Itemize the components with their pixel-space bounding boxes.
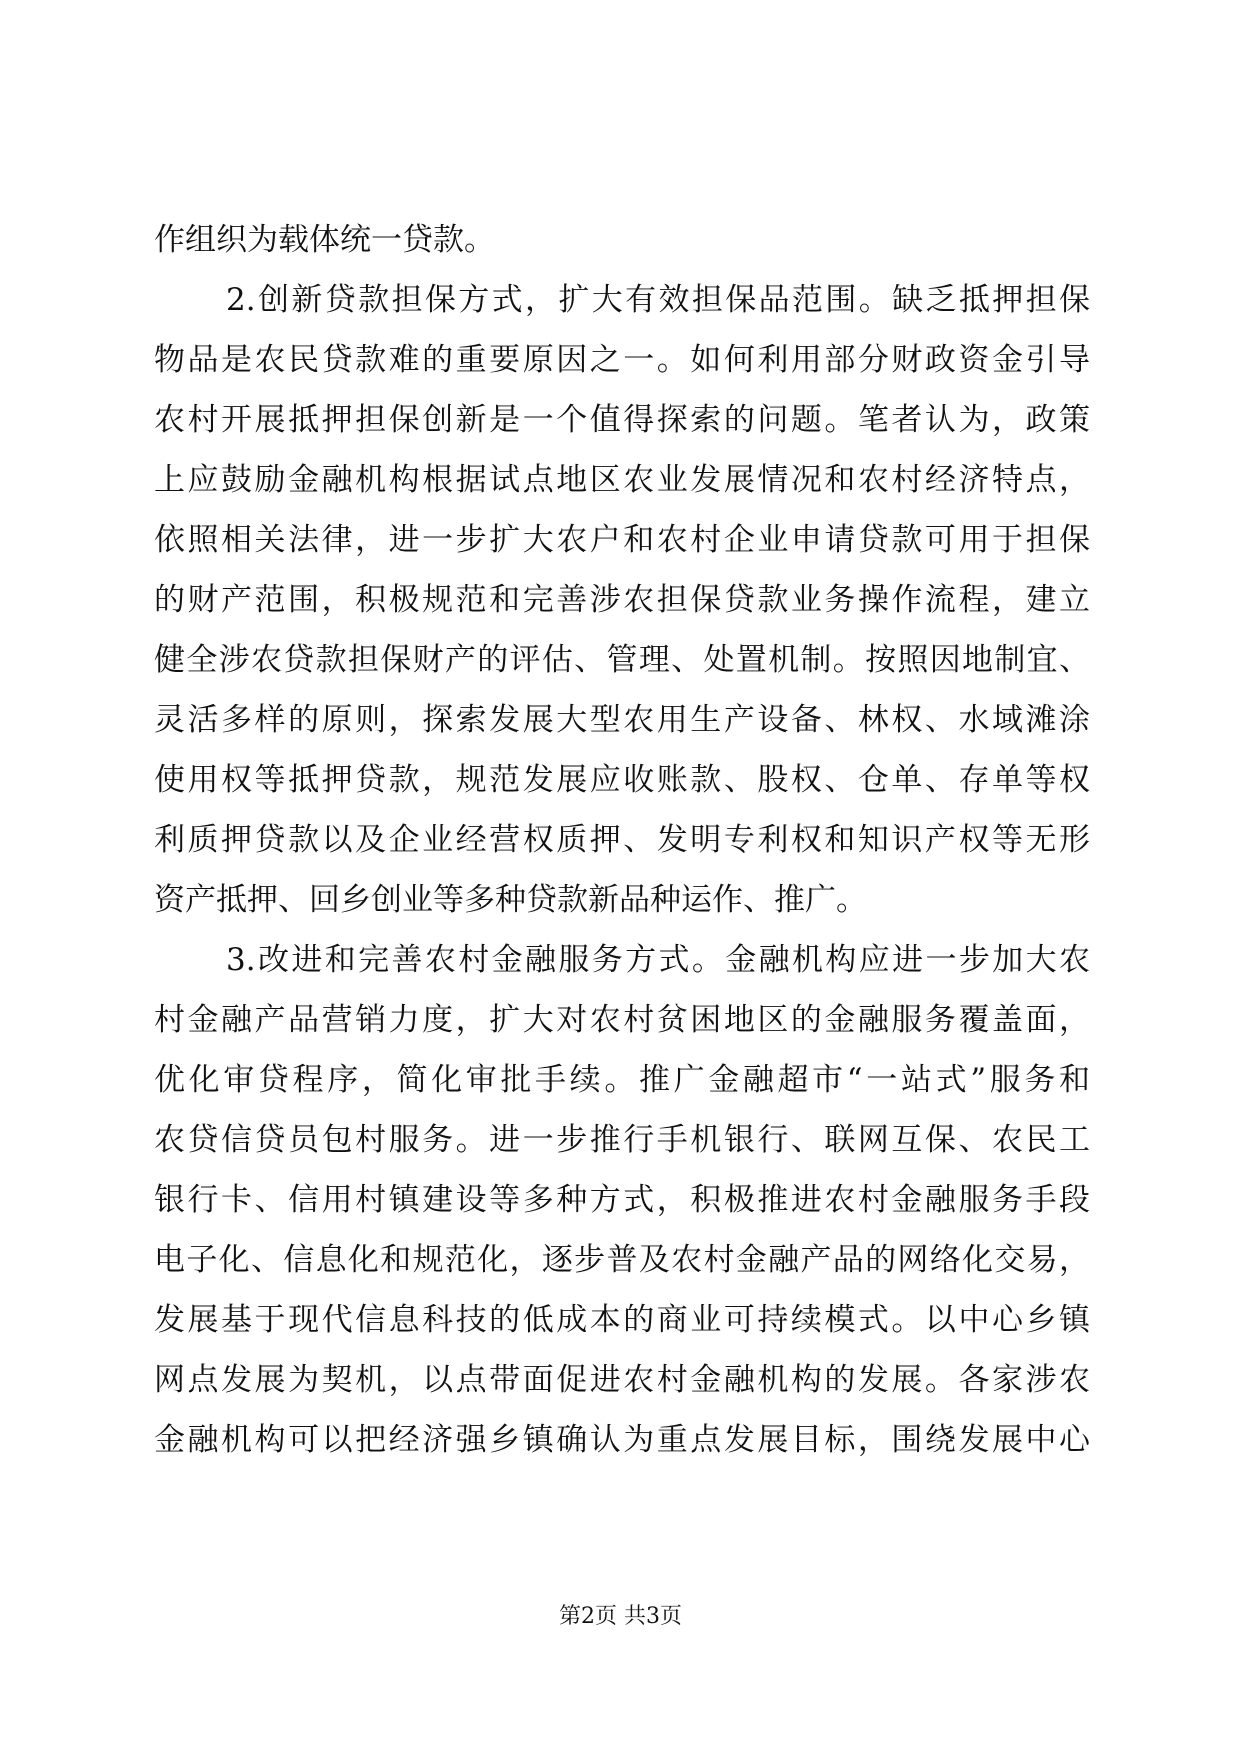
text-line: 灵活多样的原则，探索发展大型农用生产设备、林权、水域滩涂 bbox=[154, 702, 1090, 738]
text-line: 作组织为载体统一贷款。 bbox=[154, 222, 495, 258]
text-line: 上应鼓励金融机构根据试点地区农业发展情况和农村经济特点， bbox=[154, 462, 1090, 498]
text-line: 资产抵押、回乡创业等多种贷款新品种运作、推广。 bbox=[154, 882, 867, 918]
text-line: 3.改进和完善农村金融服务方式。金融机构应进一步加大农 bbox=[226, 942, 1090, 978]
text-line: 2.创新贷款担保方式，扩大有效担保品范围。缺乏抵押担保 bbox=[226, 282, 1090, 318]
text-line: 发展基于现代信息科技的低成本的商业可持续模式。以中心乡镇 bbox=[154, 1302, 1090, 1338]
text-line: 网点发展为契机，以点带面促进农村金融机构的发展。各家涉农 bbox=[154, 1362, 1090, 1398]
text-line: 电子化、信息化和规范化，逐步普及农村金融产品的网络化交易， bbox=[154, 1242, 1090, 1278]
text-line: 农村开展抵押担保创新是一个值得探索的问题。笔者认为，政策 bbox=[154, 402, 1090, 438]
text-line: 依照相关法律，进一步扩大农户和农村企业申请贷款可用于担保 bbox=[154, 522, 1090, 558]
document-body bbox=[154, 210, 1090, 1470]
text-line: 村金融产品营销力度，扩大对农村贫困地区的金融服务覆盖面， bbox=[154, 1002, 1090, 1038]
text-line: 健全涉农贷款担保财产的评估、管理、处置机制。按照因地制宜、 bbox=[154, 642, 1090, 678]
text-line: 优化审贷程序，简化审批手续。推广金融超市“一站式”服务和 bbox=[154, 1062, 1090, 1098]
text-line: 银行卡、信用村镇建设等多种方式，积极推进农村金融服务手段 bbox=[154, 1182, 1090, 1218]
page-number-footer: 第2页 共3页 bbox=[559, 1604, 682, 1629]
text-line: 利质押贷款以及企业经营权质押、发明专利权和知识产权等无形 bbox=[154, 822, 1090, 858]
text-line: 农贷信贷员包村服务。进一步推行手机银行、联网互保、农民工 bbox=[154, 1122, 1090, 1158]
text-line: 使用权等抵押贷款，规范发展应收账款、股权、仓单、存单等权 bbox=[154, 762, 1090, 798]
text-line: 物品是农民贷款难的重要原因之一。如何利用部分财政资金引导 bbox=[154, 342, 1090, 378]
text-line: 金融机构可以把经济强乡镇确认为重点发展目标，围绕发展中心 bbox=[154, 1422, 1090, 1458]
text-line: 的财产范围，积极规范和完善涉农担保贷款业务操作流程，建立 bbox=[154, 582, 1090, 618]
